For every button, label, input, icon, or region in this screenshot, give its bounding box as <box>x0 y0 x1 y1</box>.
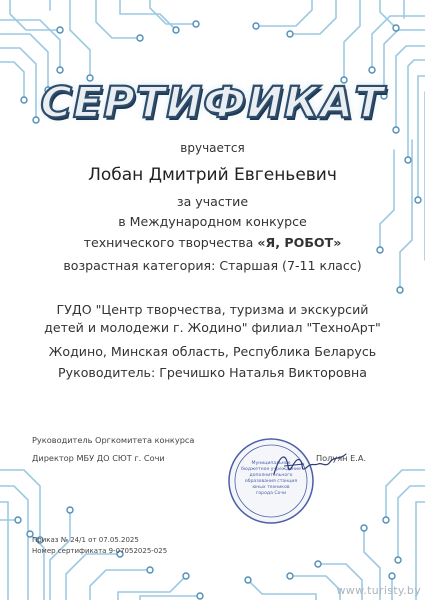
organization-line-1: ГУДО "Центр творчества, туризма и экскурсий <box>56 302 369 317</box>
order-number: Приказ № 24/1 от 07.05.2025 <box>32 536 139 544</box>
location: Жодино, Минская область, Республика Беларусь <box>48 344 377 359</box>
recipient-name: Лобан Дмитрий Евгеньевич <box>88 165 337 185</box>
watermark: www.turisty.by <box>336 584 421 597</box>
signature <box>270 444 350 484</box>
svg-text:дополнительного: дополнительного <box>249 473 293 478</box>
svg-text:образования станция: образования станция <box>244 479 298 484</box>
contest-line-2-prefix: технического творчества <box>83 235 258 250</box>
certificate-number: Номер сертификата 9-07052025-025 <box>32 547 168 555</box>
participation-label: за участие <box>176 194 249 209</box>
svg-text:Муниципальное: Муниципальное <box>251 461 291 466</box>
age-category: возрастная категория: Старшая (7-11 класс) <box>63 258 362 273</box>
committee-head-label: Руководитель Оргкомитета конкурса <box>32 435 195 445</box>
supervisor: Руководитель: Гречишко Наталья Викторовна <box>58 365 367 380</box>
awarded-label: вручается <box>180 141 245 155</box>
svg-text:бюджетное учреждение: бюджетное учреждение <box>241 467 301 472</box>
contest-name: «Я, РОБОТ» <box>257 235 342 250</box>
contest-line-1: в Международном конкурсе <box>118 214 307 229</box>
organization-line-2: детей и молодежи г. Жодино" филиал "ТехноАрт" <box>44 320 381 335</box>
contest-line-2 <box>0 235 425 250</box>
director-label: Директор МБУ ДО СЮТ г. Сочи <box>32 453 165 463</box>
svg-text:юных техников: юных техников <box>252 485 290 490</box>
certificate-title: СЕРТИФИКАТ <box>40 78 385 128</box>
signer-name: Полуян Е.А. <box>316 453 367 463</box>
svg-text:города Сочи: города Сочи <box>255 491 287 496</box>
